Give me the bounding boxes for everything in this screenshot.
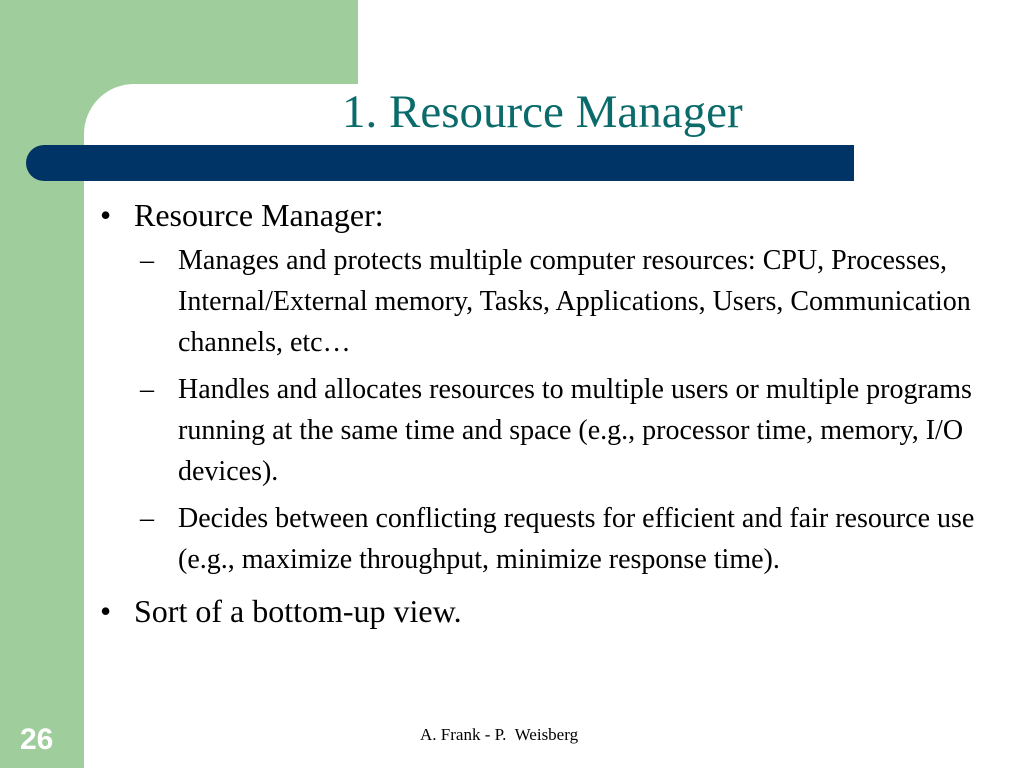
slide-number: 26 [20, 723, 54, 756]
sub-bullet-list [96, 240, 996, 580]
sub-bullet-text: Manages and protects multiple computer resources: CPU, Processes, Internal/External memory, Tasks, Applications, Users, Communication channels, etc… [178, 245, 971, 358]
bullet-text: Resource Manager: [134, 197, 384, 233]
bullet-dot-icon: • [100, 197, 112, 233]
bullet-item [96, 592, 996, 630]
dash-icon: – [140, 374, 154, 405]
slide-title: 1. Resource Manager [342, 86, 743, 138]
sub-bullet-item [140, 240, 978, 363]
sub-bullet-text: Decides between conflicting requests for efficient and fair resource use (e.g., maximize throughput, minimize response time). [178, 503, 975, 575]
slide-content [96, 196, 996, 636]
bullet-text: Sort of a bottom-up view. [134, 593, 462, 629]
dash-icon: – [140, 245, 154, 276]
sub-bullet-text: Handles and allocates resources to multiple users or multiple programs running at the same time and space (e.g., processor time, memory, I/O devices). [178, 374, 972, 487]
bullet-item [96, 196, 996, 234]
sub-bullet-item [140, 498, 978, 580]
dash-icon: – [140, 503, 154, 534]
title-underline-bar [26, 145, 854, 181]
bullet-dot-icon: • [100, 593, 112, 629]
footer-authors: A. Frank - P. Weisberg [420, 725, 579, 744]
green-frame-left [0, 0, 84, 768]
sub-bullet-item [140, 369, 978, 492]
